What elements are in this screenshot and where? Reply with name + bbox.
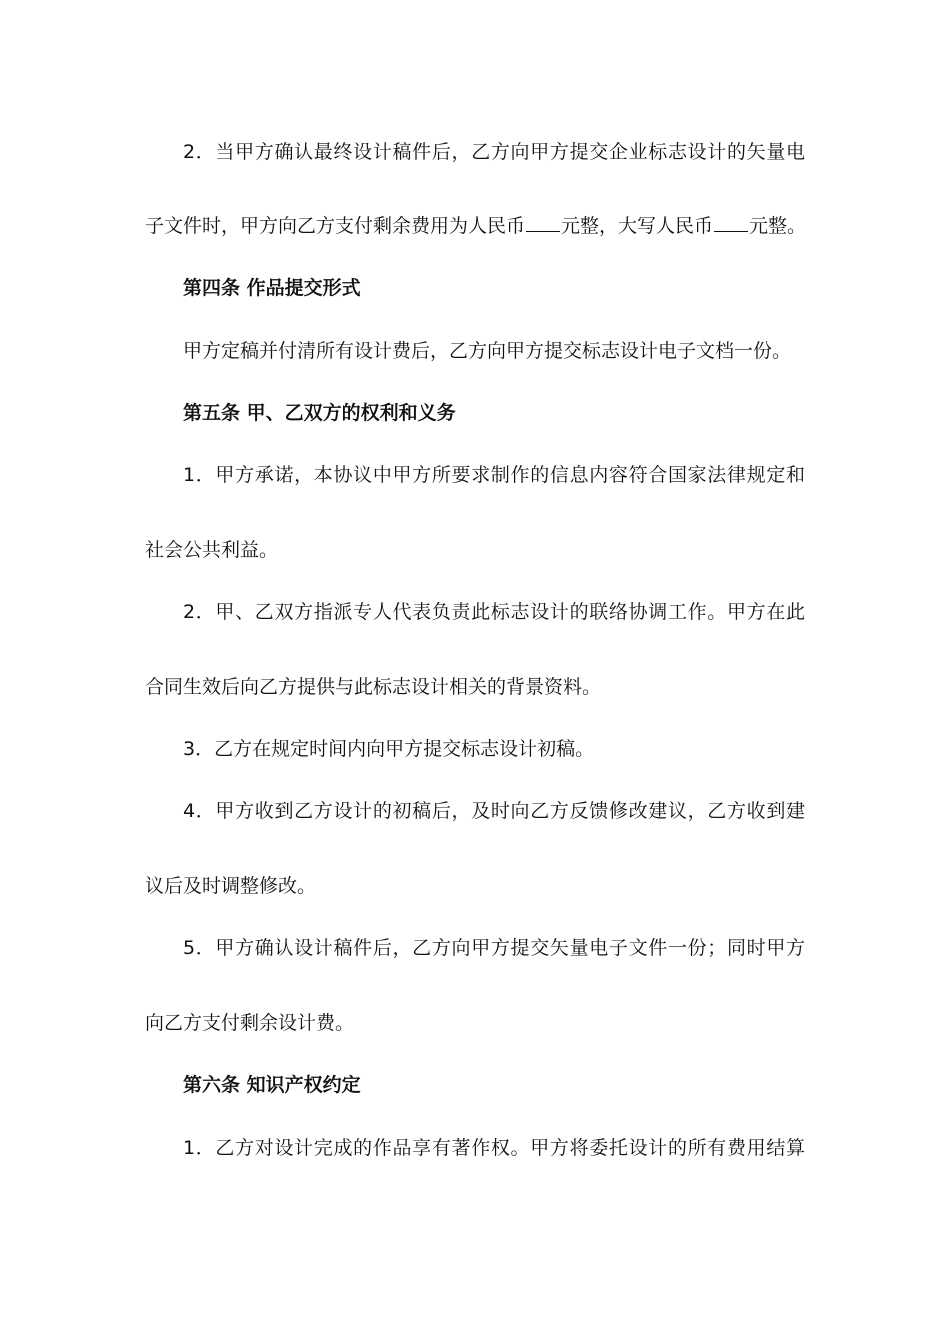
article-5-item-5-line-2: 向乙方支付剩余设计费。 (145, 1012, 355, 1034)
article-6-item-1-line-1: 1．乙方对设计完成的作品享有著作权。甲方将委托设计的所有费用结算 (183, 1137, 805, 1159)
article-5-item-2-line-2: 合同生效后向乙方提供与此标志设计相关的背景资料。 (145, 676, 602, 698)
article-5-heading: 第五条 甲、乙双方的权利和义务 (183, 402, 456, 424)
article-4-paragraph: 甲方定稿并付清所有设计费后，乙方向甲方提交标志设计电子文档一份。 (183, 340, 792, 362)
article-5-item-3: 3．乙方在规定时间内向甲方提交标志设计初稿。 (183, 738, 595, 760)
paragraph-2-line-1: 2．当甲方确认最终设计稿件后，乙方向甲方提交企业标志设计的矢量电 (183, 141, 805, 163)
article-5-item-1-line-2: 社会公共利益。 (145, 539, 279, 561)
text-segment: 元整。 (749, 215, 807, 237)
blank-underline-amount-words (714, 230, 748, 232)
article-5-item-4-line-2: 议后及时调整修改。 (145, 875, 317, 897)
article-5-item-4-line-1: 4．甲方收到乙方设计的初稿后，及时向乙方反馈修改建议，乙方收到建 (183, 800, 805, 822)
text-segment: 元整，大写人民币 (561, 215, 714, 237)
article-4-heading: 第四条 作品提交形式 (183, 277, 361, 299)
article-6-heading: 第六条 知识产权约定 (183, 1074, 361, 1096)
article-5-item-1-line-1: 1．甲方承诺，本协议中甲方所要求制作的信息内容符合国家法律规定和 (183, 464, 805, 486)
article-5-item-5-line-1: 5．甲方确认设计稿件后，乙方向甲方提交矢量电子文件一份；同时甲方 (183, 937, 805, 959)
article-5-item-2-line-1: 2．甲、乙双方指派专人代表负责此标志设计的联络协调工作。甲方在此 (183, 601, 805, 623)
text-segment: 子文件时，甲方向乙方支付剩余费用为人民币 (145, 215, 526, 237)
paragraph-2-line-2 (145, 213, 810, 239)
blank-underline-amount (526, 230, 560, 232)
